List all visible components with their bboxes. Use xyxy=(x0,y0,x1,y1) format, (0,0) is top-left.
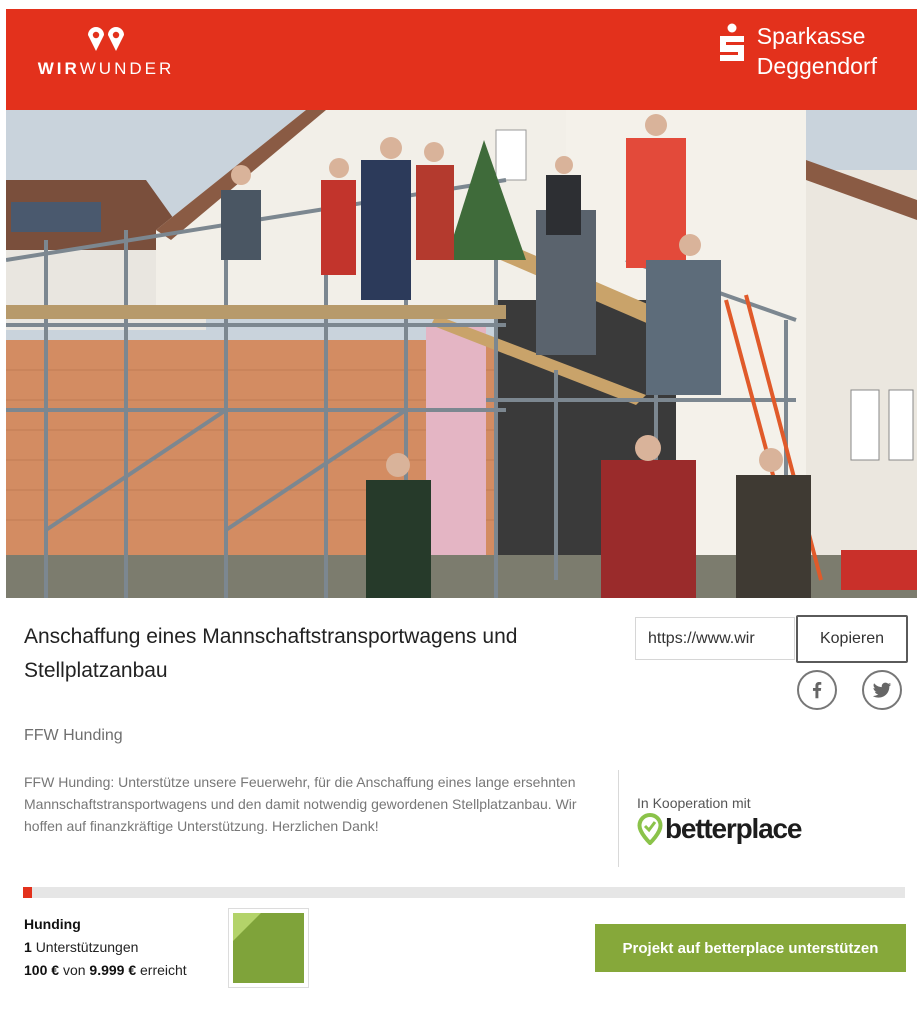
sparkasse-logo[interactable] xyxy=(717,21,877,81)
wirwunder-logo[interactable] xyxy=(26,23,186,79)
cooperation-label: In Kooperation mit xyxy=(637,795,751,811)
organization-name: FFW Hunding xyxy=(24,727,123,744)
copy-url-button[interactable]: Kopieren xyxy=(796,615,908,663)
share-url-input[interactable] xyxy=(635,617,795,660)
wirwunder-wordmark: WIRWUNDER xyxy=(37,59,175,78)
project-photo xyxy=(6,110,917,598)
divider xyxy=(618,770,619,867)
project-thumbnail xyxy=(228,908,309,988)
project-city: Hunding xyxy=(24,916,81,932)
wirwunder-heart-icon xyxy=(84,23,128,53)
funding-status: 100 € von 9.999 € erreicht xyxy=(24,962,187,978)
twitter-share-button[interactable] xyxy=(862,670,902,710)
supports-count: 1 Unterstützungen xyxy=(24,939,139,955)
twitter-icon xyxy=(871,679,893,701)
facebook-icon xyxy=(806,679,828,701)
facebook-share-button[interactable] xyxy=(797,670,837,710)
sparkasse-name: Sparkasse Deggendorf xyxy=(756,23,877,79)
support-project-button[interactable]: Projekt auf betterplace unterstützen xyxy=(595,924,906,972)
betterplace-logo[interactable]: betterplace xyxy=(637,813,801,845)
header-banner xyxy=(6,9,917,110)
project-title: Anschaffung eines Mannschaftstransportwagens und Stellplatzanbau xyxy=(24,625,518,682)
funding-progress-fill xyxy=(23,887,32,898)
funding-progress-bar xyxy=(23,887,905,898)
project-description: FFW Hunding: Unterstütze unsere Feuerwehr, für die Anschaffung eines lange ersehnten Mannschaftstransportwagens und den damit notwendig gewordenen Stellplatzanbau. Wir hoffen auf finanzkräftige Unterstützung. Herzlichen Dank! xyxy=(24,774,577,834)
betterplace-pin-icon xyxy=(637,813,663,845)
sparkasse-s-icon xyxy=(717,23,747,63)
